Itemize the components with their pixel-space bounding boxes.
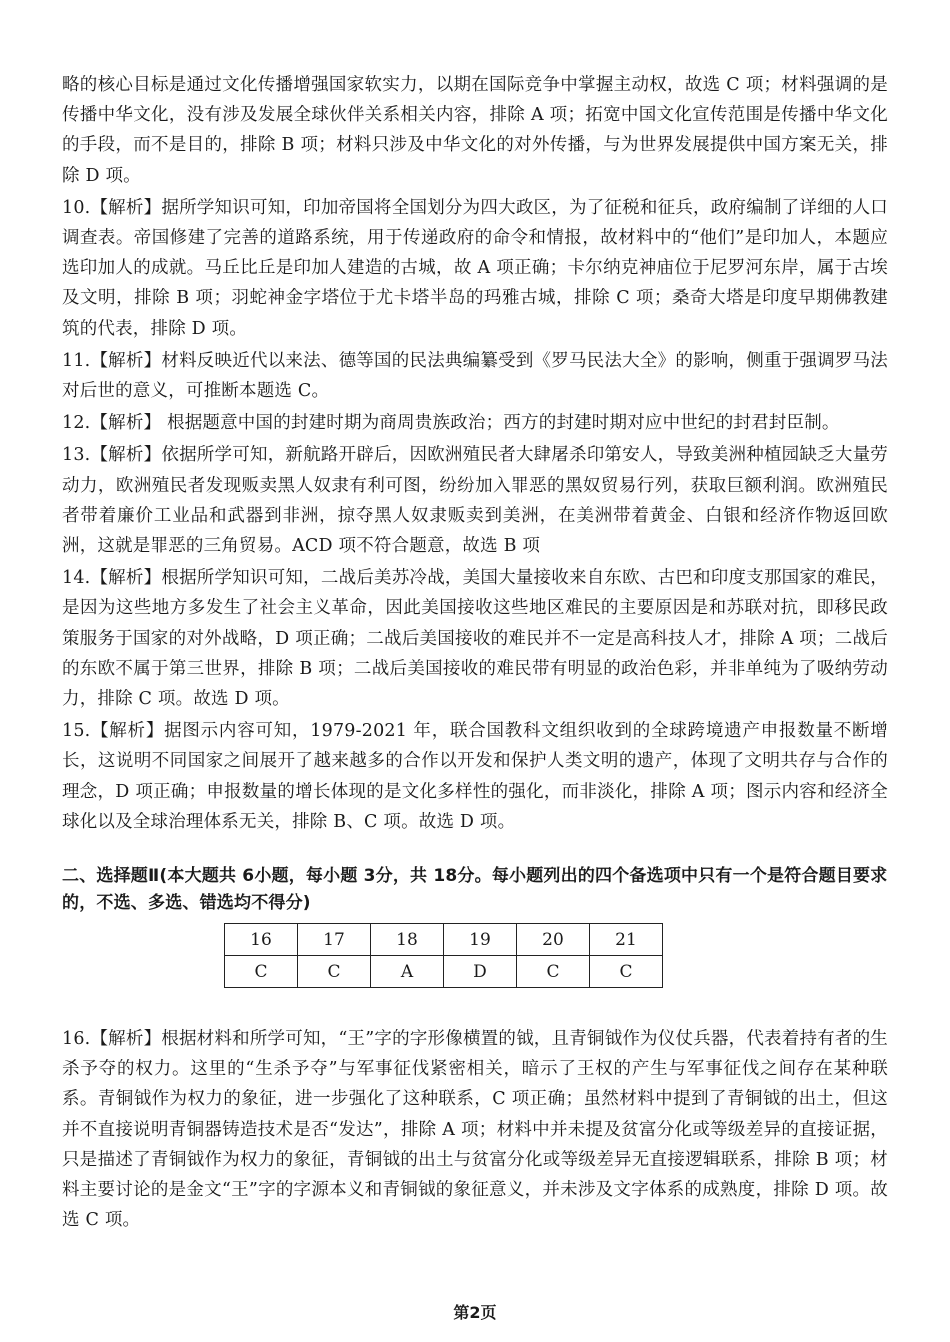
question-number-cell: 16 [225, 924, 298, 956]
paragraph-q16: 16.【解析】根据材料和所学可知，“王”字的字形像横置的钺，且青铜钺作为仪仗兵器，代表着持有者的生杀予夺的权力。这里的“生杀予夺”与军事征伐紧密相关，暗示了王权的产生与军事征伐之间存在某种联系。青铜钺作为权力的象征，进一步强化了这种联系，C 项正确；虽然材料中提到了青铜钺的出土，但这并不直接说明青铜器铸造技术是否“发达”，排除 A 项；材料中并未提及贫富分化或等级差异的直接证据，只是描述了青铜钺作为权力的象征，青铜钺的出土与贫富分化或等级差异无直接逻辑联系，排除 B 项；材料主要讨论的是金文“王”字的字源本义和青铜钺的象征意义，并未涉及文字体系的成熟度，排除 D 项。故选 C 项。 [62, 1029, 888, 1231]
question-number-cell: 18 [371, 924, 444, 956]
paragraph-q14: 14.【解析】根据所学知识可知，二战后美苏冷战，美国大量接收来自东欧、古巴和印度支那国家的难民，是因为这些地方多发生了社会主义革命，因此美国接收这些地区难民的主要原因是和苏联对抗，即移民政策服务于国家的对外战略，D 项正确；二战后美国接收的难民并不一定是高科技人才，排除 A 项；二战后的东欧不属于第三世界，排除 B 项；二战后美国接收的难民带有明显的政治色彩，并非单纯为了吸纳劳动力，排除 C 项。故选 D 项。 [62, 568, 888, 710]
answer-cell: D [444, 956, 517, 988]
answer-cell: C [590, 956, 663, 988]
document-page [62, 70, 888, 1236]
question-number-cell: 20 [517, 924, 590, 956]
question-number-cell: 19 [444, 924, 517, 956]
answer-table-question-row [225, 924, 663, 956]
section-heading: 二、选择题Ⅱ(本大题共 6小题，每小题 3分，共 18分。每小题列出的四个备选项中只有一个是符合题目要求的，不选、多选、错选均不得分) [62, 866, 888, 914]
spacer [62, 988, 888, 1024]
paragraph-9-continuation: 略的核心目标是通过文化传播增强国家软实力，以期在国际竞争中掌握主动权，故选 C 项；材料强调的是传播中华文化，没有涉及发展全球伙伴关系相关内容，排除 A 项；拓宽中国文化宣传范围是传播中华文化的手段，而不是目的，排除 B 项；材料只涉及中华文化的对外传播，与为世界发展提供中国方案无关，排除 D 项。 [62, 75, 888, 186]
paragraph-q12: 12.【解析】 根据题意中国的封建时期为商周贵族政治；西方的封建时期对应中世纪的封君封臣制。 [62, 413, 840, 434]
paragraph-q10: 10.【解析】据所学知识可知，印加帝国将全国划分为四大政区，为了征税和征兵，政府编制了详细的人口调查表。帝国修建了完善的道路系统，用于传递政府的命令和情报，故材料中的“他们”是印加人，本题应选印加人的成就。马丘比丘是印加人建造的古城，故 A 项正确；卡尔纳克神庙位于尼罗河东岸，属于古埃及文明，排除 B 项；羽蛇神金字塔位于尤卡塔半岛的玛雅古城，排除 C 项；桑奇大塔是印度早期佛教建筑的代表，排除 D 项。 [62, 197, 888, 339]
paragraph-q11: 11.【解析】材料反映近代以来法、德等国的民法典编纂受到《罗马民法大全》的影响，侧重于强调罗马法对后世的意义，可推断本题选 C。 [62, 350, 888, 402]
question-number-cell: 21 [590, 924, 663, 956]
page-number: 第2页 [453, 1303, 497, 1322]
answer-cell: A [371, 956, 444, 988]
answer-table-answer-row [225, 956, 663, 988]
answer-cell: C [225, 956, 298, 988]
answer-cell: C [517, 956, 590, 988]
answer-table [224, 923, 663, 988]
question-number-cell: 17 [298, 924, 371, 956]
paragraph-q15: 15.【解析】据图示内容可知，1979-2021 年，联合国教科文组织收到的全球跨境遗产申报数量不断增长，这说明不同国家之间展开了越来越多的合作以开发和保护人类文明的遗产，体现了文明共存与合作的理念，D 项正确；申报数量的增长体现的是文化多样性的强化，而非淡化，排除 A 项；图示内容和经济全球化以及全球治理体系无关，排除 B、C 项。故选 D 项。 [62, 721, 888, 832]
paragraph-q13: 13.【解析】依据所学可知，新航路开辟后，因欧洲殖民者大肆屠杀印第安人，导致美洲种植园缺乏大量劳动力，欧洲殖民者发现贩卖黑人奴隶有利可图，纷纷加入罪恶的黑奴贸易行列，获取巨额利润。欧洲殖民者带着廉价工业品和武器到非洲，掠夺黑人奴隶贩卖到美洲，在美洲带着黄金、白银和经济作物返回欧洲，这就是罪恶的三角贸易。ACD 项不符合题意，故选 B 项 [62, 445, 888, 557]
answer-cell: C [298, 956, 371, 988]
